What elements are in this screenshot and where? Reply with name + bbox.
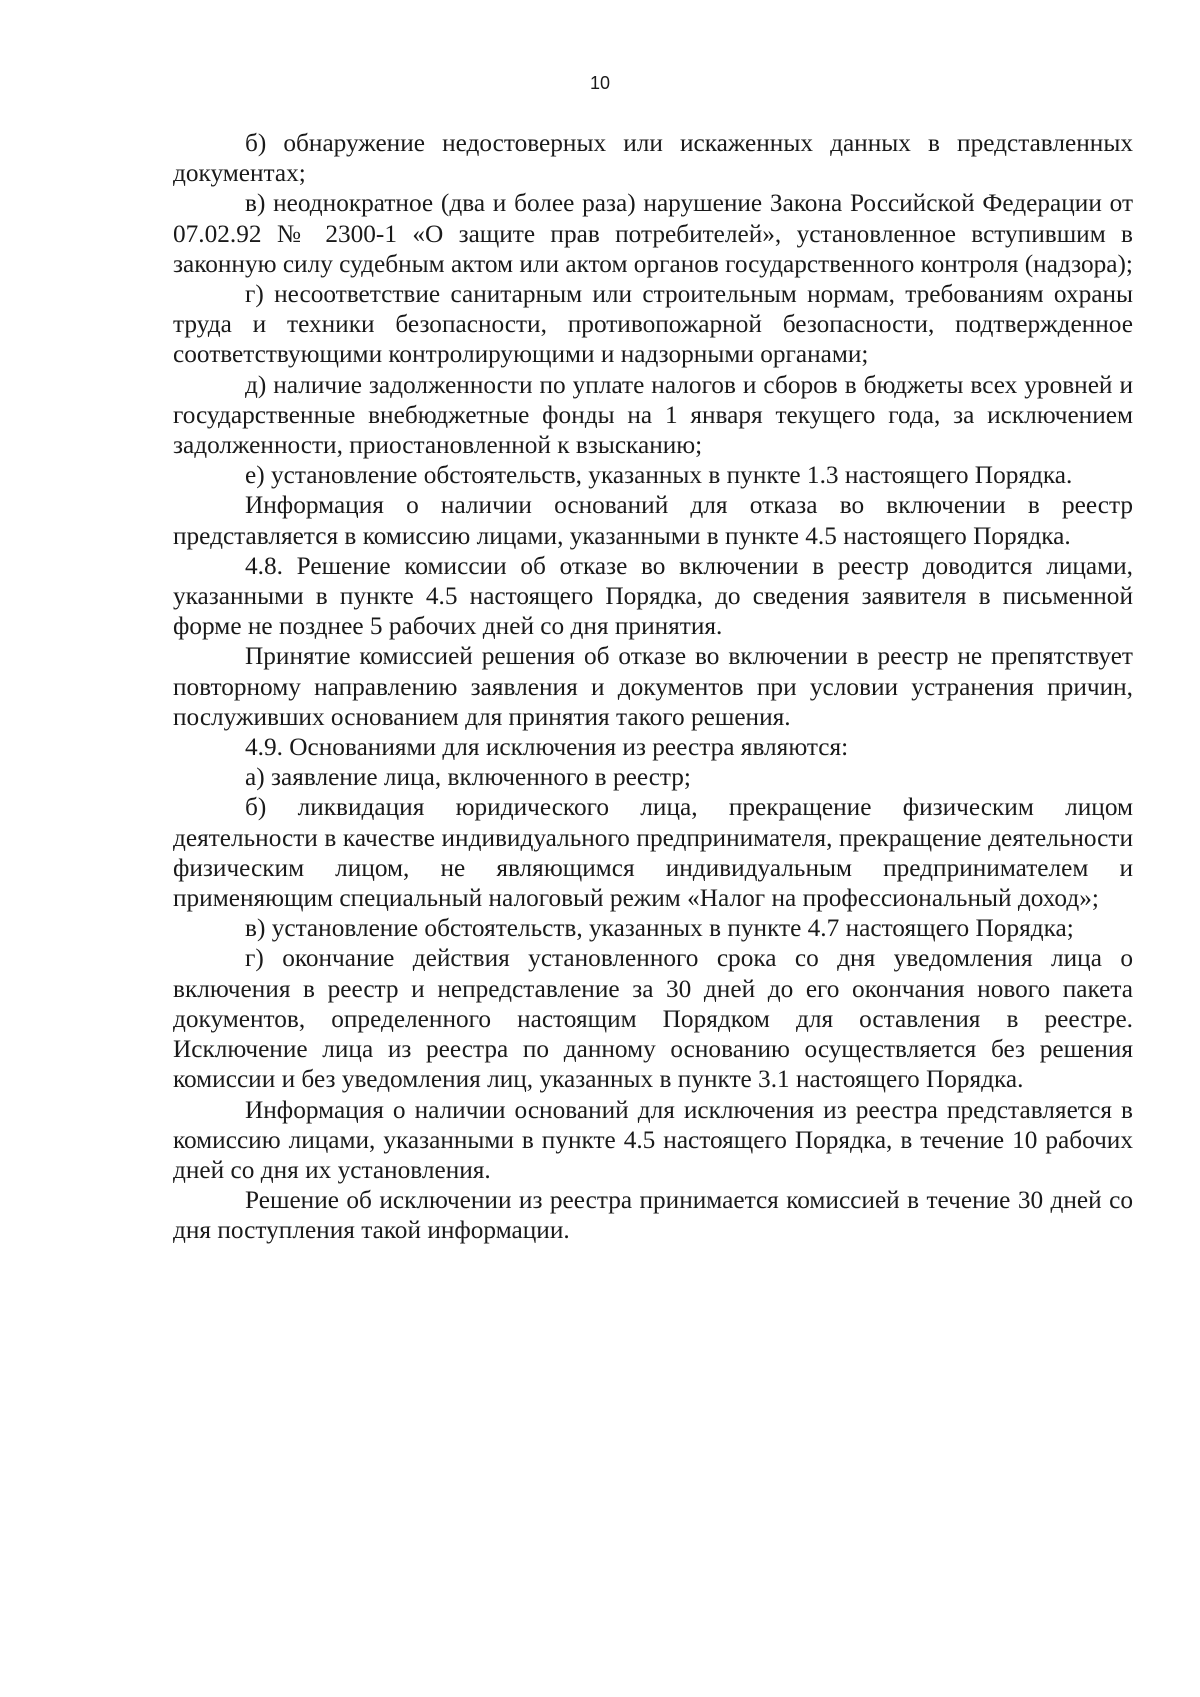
paragraph-exclusion-decision: Решение об исключении из реестра принимается комиссией в течение 30 дней со дня поступления такой информации.	[173, 1186, 1133, 1245]
paragraph-b-liquidation: б) ликвидация юридического лица, прекращение физическим лицом деятельности в качестве индивидуального предпринимателя, прекращение деятельности физическим лицом, не являющимся индивидуальным предпринимателем и применяющим специальный налоговый режим «Налог на профессиональный доход»;	[173, 793, 1133, 913]
paragraph-4-8-refusal-notice: 4.8. Решение комиссии об отказе во включении в реестр доводится лицами, указанными в пункте 4.5 настоящего Порядка, до сведения заявителя в письменной форме не позднее 5 рабочих дней со дня принятия.	[173, 551, 1133, 641]
paragraph-b-false-data: б) обнаружение недостоверных или искаженных данных в представленных документах;	[173, 129, 1133, 188]
paragraph-g-norms-noncompliance: г) несоответствие санитарным или строительным нормам, требованиям охраны труда и техники безопасности, противопожарной безопасности, подтвержденное соответствующими контролирующими и надзорными органами;	[173, 280, 1133, 369]
paragraph-exclusion-grounds-info: Информация о наличии оснований для исключения из реестра представляется в комиссию лицами, указанными в пункте 4.5 настоящего Порядка, в течение 10 рабочих дней со дня их установления.	[173, 1095, 1133, 1184]
paragraph-refusal-grounds-info: Информация о наличии оснований для отказа во включении в реестр представляется в комиссию лицами, указанными в пункте 4.5 настоящего Порядка.	[173, 491, 1133, 550]
paragraph-reapplication: Принятие комиссией решения об отказе во включении в реестр не препятствует повторному направлению заявления и документов при условии устранения причин, послуживших основанием для принятия такого решения.	[173, 642, 1133, 731]
page-number: 10	[589, 73, 611, 93]
paragraph-e-circumstances-1-3: е) установление обстоятельств, указанных в пункте 1.3 настоящего Порядка.	[245, 461, 1073, 490]
paragraph-v-consumer-law-violation: в) неоднократное (два и более раза) нарушение Закона Российской Федерации от 07.02.92 № 2300-1 «О защите прав потребителей», установленное вступившим в законную силу судебным актом или актом органов государственного контроля (надзора);	[173, 189, 1133, 278]
paragraph-a-own-application: а) заявление лица, включенного в реестр;	[245, 763, 691, 792]
paragraph-g-term-expiry: г) окончание действия установленного срока со дня уведомления лица о включения в реестр и непредставление за 30 дней до его окончания нового пакета документов, определенного настоящим Порядком для оставления в реестре. Исключение лица из реестра по данному основанию осуществляется без решения комиссии и без уведомления лиц, указанных в пункте 3.1 настоящего Порядка.	[173, 944, 1133, 1094]
paragraph-v-circumstances-4-7: в) установление обстоятельств, указанных в пункте 4.7 настоящего Порядка;	[245, 914, 1074, 943]
paragraph-4-9-exclusion-grounds: 4.9. Основаниями для исключения из реестра являются:	[245, 733, 849, 762]
paragraph-d-tax-debt: д) наличие задолженности по уплате налогов и сборов в бюджеты всех уровней и государственные внебюджетные фонды на 1 января текущего года, за исключением задолженности, приостановленной к взысканию;	[173, 370, 1133, 460]
document-body	[173, 128, 1133, 1246]
